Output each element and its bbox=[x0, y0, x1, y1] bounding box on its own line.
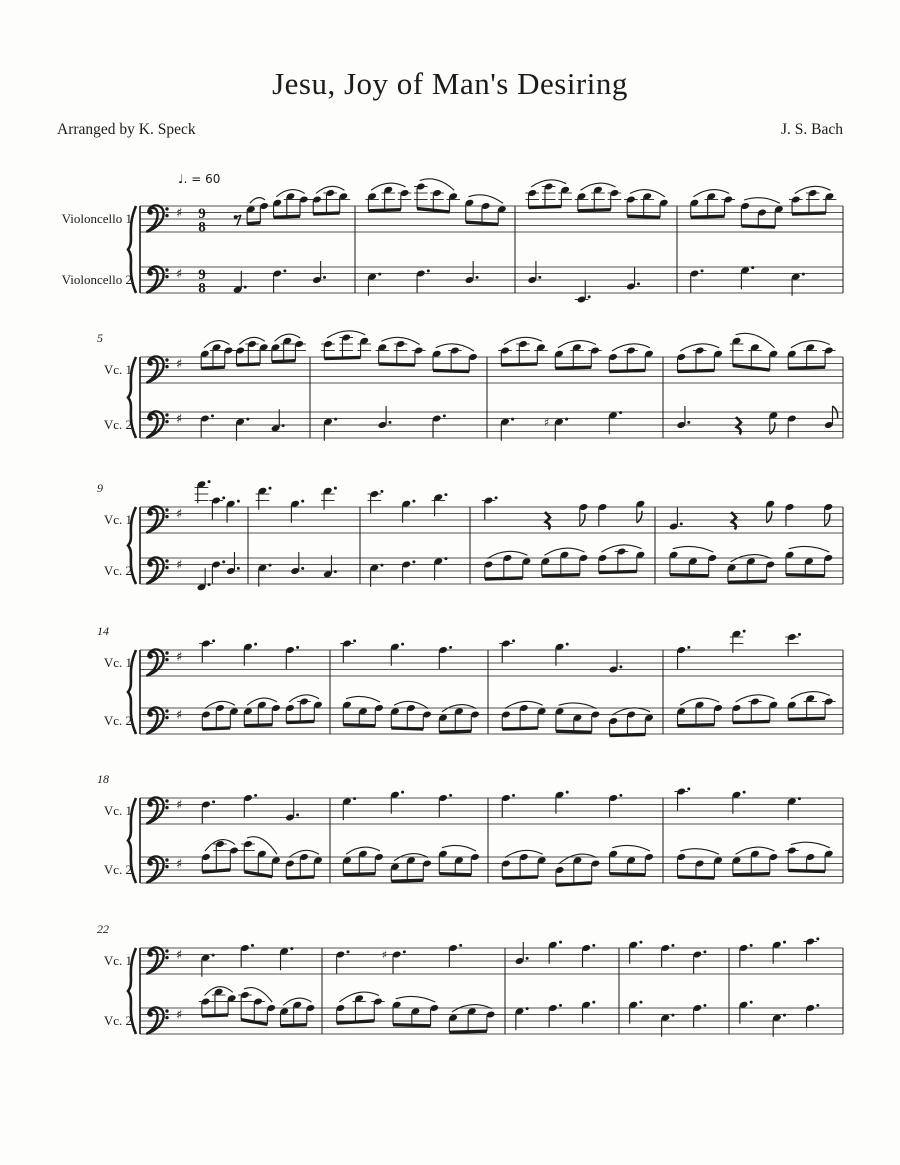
time-signature-upper: 9 bbox=[198, 267, 206, 283]
augmentation-dot bbox=[592, 944, 595, 947]
key-signature-sharp: ♯ bbox=[176, 1008, 183, 1023]
beam bbox=[281, 1025, 307, 1026]
augmentation-dot bbox=[269, 487, 272, 490]
beam bbox=[501, 364, 537, 365]
augmentation-dot bbox=[444, 557, 447, 560]
beam bbox=[391, 728, 423, 729]
augmentation-dot bbox=[512, 639, 515, 642]
augmentation-dot bbox=[380, 490, 383, 493]
beam bbox=[337, 1021, 375, 1023]
augmentation-dot bbox=[254, 794, 257, 797]
augmentation-dot bbox=[323, 276, 326, 279]
augmentation-dot bbox=[208, 583, 211, 586]
beam bbox=[244, 725, 272, 726]
augmentation-dot bbox=[816, 937, 819, 940]
key-signature-sharp: ♯ bbox=[176, 650, 183, 665]
augmentation-dot bbox=[334, 487, 337, 490]
slur bbox=[396, 996, 436, 1002]
augmentation-dot bbox=[388, 421, 391, 424]
slur bbox=[791, 842, 830, 848]
composer-credit: J. S. Bach bbox=[781, 121, 843, 138]
slur bbox=[680, 849, 719, 855]
beam bbox=[286, 721, 314, 722]
slur bbox=[468, 195, 502, 203]
key-signature-sharp: ♯ bbox=[176, 948, 183, 963]
augmentation-dot bbox=[526, 957, 529, 960]
augmentation-dot bbox=[588, 295, 591, 298]
sharp-accidental: ♯ bbox=[381, 948, 388, 962]
beam bbox=[599, 571, 637, 572]
augmentation-dot bbox=[290, 947, 293, 950]
measure-number-22: 22 bbox=[97, 922, 109, 936]
staff-label-vc1-sys3: Vc. 1 bbox=[103, 512, 132, 527]
key-signature-sharp: ♯ bbox=[176, 206, 183, 221]
augmentation-dot bbox=[565, 418, 568, 421]
eighth-flag bbox=[770, 422, 775, 434]
slur bbox=[420, 179, 454, 190]
augmentation-dot bbox=[301, 500, 304, 503]
beam bbox=[379, 364, 415, 365]
time-signature-upper: 9 bbox=[198, 206, 206, 222]
augmentation-dot bbox=[637, 282, 640, 285]
beam bbox=[485, 578, 523, 579]
augmentation-dot bbox=[802, 273, 805, 276]
augmentation-dot bbox=[512, 794, 515, 797]
augmentation-dot bbox=[251, 944, 254, 947]
slur bbox=[789, 546, 830, 552]
augmentation-dot bbox=[559, 941, 562, 944]
key-signature-sharp: ♯ bbox=[176, 412, 183, 427]
staff-label-vc2-sys3: Vc. 2 bbox=[103, 563, 132, 578]
augmentation-dot bbox=[212, 800, 215, 803]
beam bbox=[202, 870, 230, 872]
beam bbox=[691, 216, 725, 217]
beam bbox=[324, 357, 360, 358]
augmentation-dot bbox=[687, 646, 690, 649]
beam bbox=[368, 210, 400, 211]
beam bbox=[391, 880, 423, 881]
augmentation-dot bbox=[254, 643, 257, 646]
augmentation-dot bbox=[401, 791, 404, 794]
beam bbox=[202, 728, 230, 729]
augmentation-dot bbox=[222, 496, 225, 499]
system-6 bbox=[128, 937, 843, 1036]
augmentation-dot bbox=[443, 414, 446, 417]
beam bbox=[678, 370, 715, 371]
measure-number-5: 5 bbox=[97, 331, 103, 345]
beam bbox=[728, 581, 767, 582]
augmentation-dot bbox=[353, 797, 356, 800]
augmentation-dot bbox=[703, 950, 706, 953]
augmentation-dot bbox=[282, 424, 285, 427]
augmentation-dot bbox=[401, 643, 404, 646]
staff-label-vc1-sys2: Vc. 1 bbox=[103, 362, 132, 377]
beam bbox=[439, 874, 471, 875]
augmentation-dot bbox=[743, 630, 746, 633]
beam bbox=[286, 877, 314, 878]
key-signature-sharp: ♯ bbox=[176, 507, 183, 522]
staff-label-vc1-sys4: Vc. 1 bbox=[103, 655, 132, 670]
beam bbox=[466, 222, 498, 224]
augmentation-dot bbox=[687, 421, 690, 424]
staff-label-vc2-sys4: Vc. 2 bbox=[103, 713, 132, 728]
augmentation-dot bbox=[378, 273, 381, 276]
beam bbox=[670, 575, 709, 576]
augmentation-dot bbox=[816, 1004, 819, 1007]
key-signature-sharp: ♯ bbox=[176, 798, 183, 813]
beam bbox=[733, 721, 770, 722]
augmentation-dot bbox=[566, 643, 569, 646]
augmentation-dot bbox=[703, 1004, 706, 1007]
beam bbox=[792, 213, 826, 214]
augmentation-dot bbox=[380, 564, 383, 567]
augmentation-dot bbox=[237, 567, 240, 570]
slur bbox=[442, 845, 476, 851]
beam bbox=[439, 731, 471, 732]
augmentation-dot bbox=[783, 941, 786, 944]
augmentation-dot bbox=[511, 418, 514, 421]
beam bbox=[449, 1031, 487, 1032]
augmentation-dot bbox=[283, 269, 286, 272]
beam bbox=[609, 370, 645, 371]
beam bbox=[788, 718, 825, 719]
key-signature-sharp: ♯ bbox=[176, 708, 183, 723]
augmentation-dot bbox=[222, 560, 225, 563]
beam bbox=[313, 213, 339, 214]
slur bbox=[744, 198, 780, 204]
staff-label-vc2-sys2: Vc. 2 bbox=[103, 417, 132, 432]
augmentation-dot bbox=[427, 269, 430, 272]
beam bbox=[741, 226, 775, 227]
beam bbox=[788, 367, 825, 368]
beam bbox=[610, 874, 646, 875]
beam bbox=[241, 1020, 267, 1025]
augmentation-dot bbox=[538, 276, 541, 279]
augmentation-dot bbox=[296, 646, 299, 649]
augmentation-dot bbox=[211, 414, 214, 417]
augmentation-dot bbox=[639, 941, 642, 944]
beam bbox=[555, 367, 591, 368]
piece-title: Jesu, Joy of Man's Desiring bbox=[272, 66, 628, 101]
staff-label-vc1-sys5: Vc. 1 bbox=[103, 803, 132, 818]
system-2 bbox=[128, 331, 843, 441]
staff-label-vc1-sys6: Vc. 1 bbox=[103, 953, 132, 968]
beam bbox=[556, 731, 592, 732]
beam bbox=[202, 1015, 228, 1016]
slur bbox=[250, 198, 265, 204]
beam bbox=[201, 367, 225, 368]
key-signature-sharp: ♯ bbox=[176, 357, 183, 372]
tempo-marking: ♩. = 60 bbox=[178, 172, 221, 186]
measure-number-14: 14 bbox=[97, 624, 109, 638]
augmentation-dot bbox=[783, 1014, 786, 1017]
augmentation-dot bbox=[798, 797, 801, 800]
measure-number-9: 9 bbox=[97, 481, 103, 495]
augmentation-dot bbox=[412, 560, 415, 563]
beam bbox=[610, 734, 646, 735]
time-signature-lower: 8 bbox=[198, 219, 206, 236]
augmentation-dot bbox=[237, 500, 240, 503]
augmentation-dot bbox=[526, 1007, 529, 1010]
augmentation-dot bbox=[269, 564, 272, 567]
augmentation-dot bbox=[449, 646, 452, 649]
augmentation-dot bbox=[751, 266, 754, 269]
augmentation-dot bbox=[244, 286, 247, 289]
beam bbox=[578, 210, 611, 211]
eighth-flag bbox=[637, 511, 642, 523]
augmentation-dot bbox=[301, 567, 304, 570]
augmentation-dot bbox=[687, 787, 690, 790]
measure-number-18: 18 bbox=[97, 772, 109, 786]
beam bbox=[433, 370, 469, 371]
augmentation-dot bbox=[495, 496, 498, 499]
system-3 bbox=[128, 480, 843, 591]
beam bbox=[786, 575, 825, 576]
beam bbox=[556, 883, 592, 885]
augmentation-dot bbox=[353, 639, 356, 642]
augmentation-dot bbox=[296, 813, 299, 816]
key-signature-sharp: ♯ bbox=[176, 857, 183, 872]
augmentation-dot bbox=[619, 665, 622, 668]
augmentation-dot bbox=[619, 411, 622, 414]
staff-label-violoncello-2: Violoncello 2 bbox=[61, 272, 132, 287]
slur bbox=[346, 696, 380, 702]
augmentation-dot bbox=[566, 791, 569, 794]
time-signature-lower: 8 bbox=[198, 280, 206, 297]
augmentation-dot bbox=[750, 944, 753, 947]
augmentation-dot bbox=[346, 950, 349, 953]
eighth-flag bbox=[767, 511, 772, 523]
augmentation-dot bbox=[412, 500, 415, 503]
beam bbox=[678, 725, 715, 726]
beam bbox=[274, 216, 300, 217]
beam bbox=[417, 209, 449, 212]
augmentation-dot bbox=[246, 418, 249, 421]
beam bbox=[733, 365, 770, 370]
augmentation-dot bbox=[459, 944, 462, 947]
augmentation-dot bbox=[334, 570, 337, 573]
augmentation-dot bbox=[476, 276, 479, 279]
beam bbox=[502, 877, 538, 878]
beam bbox=[393, 1025, 431, 1026]
augmentation-dot bbox=[639, 1001, 642, 1004]
augmentation-dot bbox=[671, 1014, 674, 1017]
system-1 bbox=[128, 179, 843, 304]
augmentation-dot bbox=[449, 794, 452, 797]
augmentation-dot bbox=[619, 794, 622, 797]
augmentation-dot bbox=[680, 522, 683, 525]
augmentation-dot bbox=[334, 418, 337, 421]
slur bbox=[612, 845, 650, 851]
augmentation-dot bbox=[212, 639, 215, 642]
augmentation-dot bbox=[212, 954, 215, 957]
augmentation-dot bbox=[798, 633, 801, 636]
augmentation-dot bbox=[444, 493, 447, 496]
augmentation-dot bbox=[559, 1004, 562, 1007]
beam bbox=[247, 223, 260, 224]
beam bbox=[529, 206, 562, 207]
beam bbox=[237, 364, 261, 365]
beam bbox=[678, 877, 715, 878]
beam bbox=[627, 216, 660, 217]
beam bbox=[733, 874, 770, 875]
augmentation-dot bbox=[403, 950, 406, 953]
arranger-credit: Arranged by K. Speck bbox=[57, 121, 196, 138]
staff-label-vc2-sys6: Vc. 2 bbox=[103, 1013, 132, 1028]
augmentation-dot bbox=[750, 1001, 753, 1004]
beam bbox=[343, 874, 375, 875]
system-4 bbox=[128, 630, 843, 736]
augmentation-dot bbox=[671, 944, 674, 947]
beam bbox=[502, 728, 538, 729]
system-5 bbox=[128, 787, 843, 885]
key-signature-sharp: ♯ bbox=[176, 558, 183, 573]
staff-label-vc2-sys5: Vc. 2 bbox=[103, 862, 132, 877]
augmentation-dot bbox=[701, 269, 704, 272]
slur bbox=[673, 546, 714, 552]
staff-label-violoncello-1: Violoncello 1 bbox=[61, 211, 132, 226]
sharp-accidental: ♯ bbox=[544, 415, 550, 429]
beam bbox=[542, 575, 580, 576]
augmentation-dot bbox=[208, 480, 211, 483]
augmentation-dot bbox=[592, 1001, 595, 1004]
beam bbox=[343, 725, 375, 726]
augmentation-dot bbox=[743, 791, 746, 794]
beam bbox=[272, 361, 296, 362]
beam bbox=[788, 870, 825, 871]
key-signature-sharp: ♯ bbox=[176, 267, 183, 282]
